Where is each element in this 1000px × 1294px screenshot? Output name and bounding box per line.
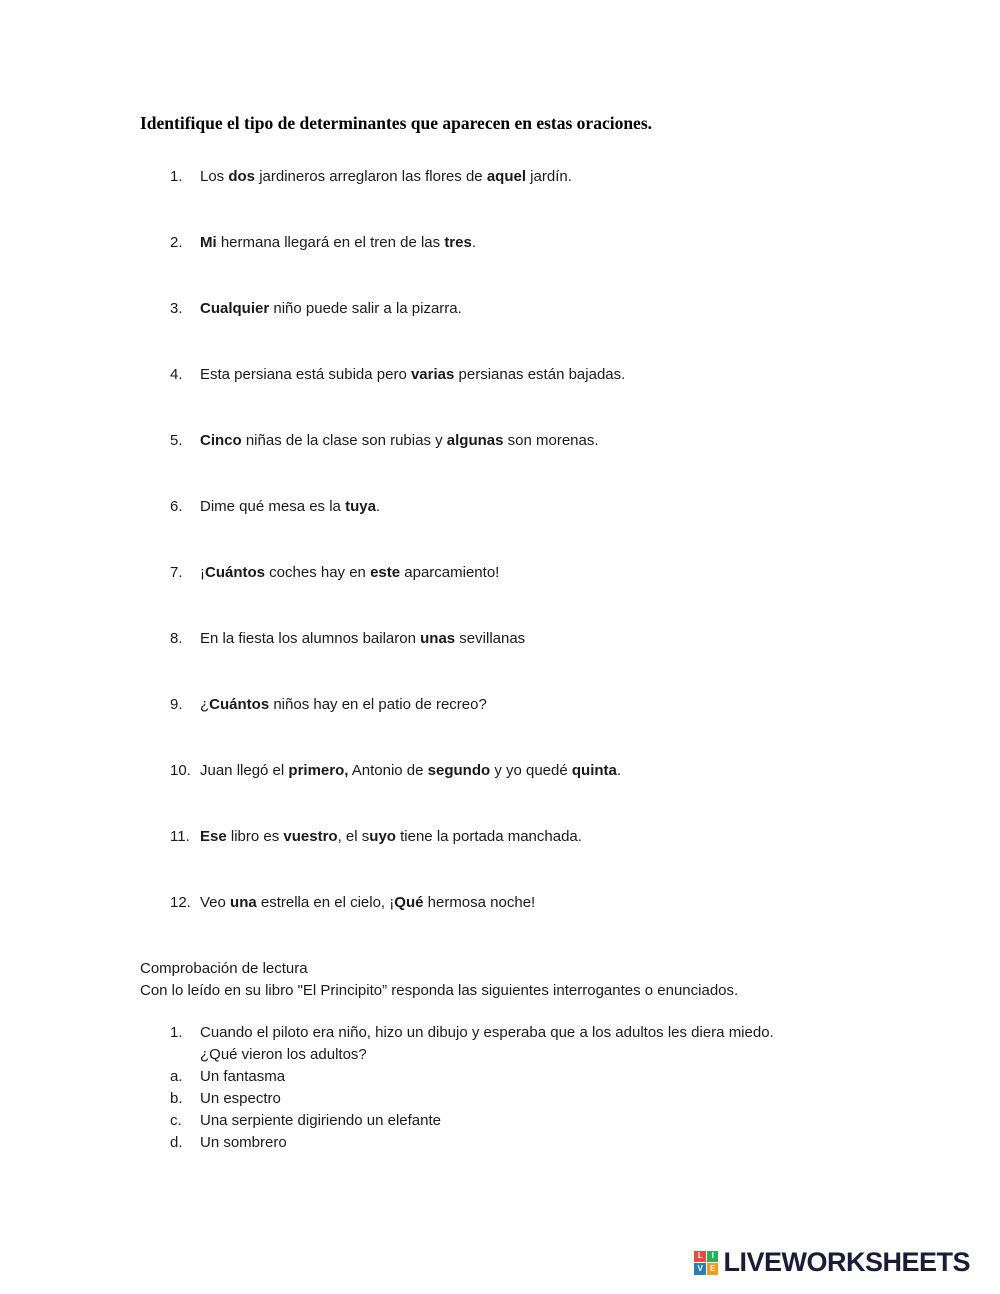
option-letter: c. bbox=[170, 1112, 182, 1129]
exercise-sentence bbox=[170, 892, 940, 913]
sentence-text: Mi hermana llegará en el tren de las tres. bbox=[200, 234, 477, 251]
sentence-text: Veo una estrella en el cielo, ¡Qué hermosa noche! bbox=[200, 894, 536, 911]
logo-letter-cell: E bbox=[707, 1263, 719, 1275]
item-number: 2. bbox=[170, 234, 183, 251]
exercise-sentence bbox=[170, 628, 940, 649]
sentence-text: ¡Cuántos coches hay en este aparcamiento! bbox=[200, 564, 500, 581]
item-number: 11. bbox=[170, 828, 190, 845]
footer-brand bbox=[694, 1247, 970, 1278]
item-number: 6. bbox=[170, 498, 183, 515]
answer-option bbox=[170, 1110, 940, 1132]
option-text: Un fantasma bbox=[200, 1068, 286, 1085]
sentence-text: Cualquier niño puede salir a la pizarra. bbox=[200, 300, 462, 317]
item-number: 7. bbox=[170, 564, 183, 581]
item-number: 9. bbox=[170, 696, 183, 713]
question-number: 1. bbox=[170, 1024, 183, 1041]
reading-question bbox=[170, 1022, 940, 1066]
exercise-sentence bbox=[170, 760, 940, 781]
exercise-sentence bbox=[170, 232, 940, 253]
reading-heading: Comprobación de lectura bbox=[140, 960, 308, 977]
sentence-text: Dime qué mesa es la tuya. bbox=[200, 498, 381, 515]
exercise-sentence bbox=[170, 298, 940, 319]
sentence-text: Los dos jardineros arreglaron las flores de aquel jardín. bbox=[200, 168, 572, 185]
sentence-text: Cinco niñas de la clase son rubias y algunas son morenas. bbox=[200, 432, 599, 449]
option-text: Una serpiente digiriendo un elefante bbox=[200, 1112, 442, 1129]
logo-letter-cell: L bbox=[694, 1251, 706, 1263]
logo-letter-cell: V bbox=[694, 1263, 706, 1275]
item-number: 4. bbox=[170, 366, 183, 383]
option-letter: d. bbox=[170, 1134, 183, 1151]
exercise-sentence bbox=[170, 562, 940, 583]
answer-option bbox=[170, 1132, 940, 1154]
determinantes-list bbox=[170, 166, 940, 913]
sentence-text: En la fiesta los alumnos bailaron unas sevillanas bbox=[200, 630, 526, 647]
reading-options bbox=[170, 1066, 940, 1154]
exercise-sentence bbox=[170, 364, 940, 385]
sentence-text: Ese libro es vuestro, el suyo tiene la portada manchada. bbox=[200, 828, 582, 845]
question-text: Cuando el piloto era niño, hizo un dibujo y esperaba que a los adultos les diera miedo. ¿Qué vieron los adultos? bbox=[200, 1024, 774, 1063]
sentence-text: Juan llegó el primero, Antonio de segundo y yo quedé quinta. bbox=[200, 762, 622, 779]
exercise-sentence bbox=[170, 496, 940, 517]
brand-name: LIVEWORKSHEETS bbox=[723, 1247, 970, 1277]
item-number: 12. bbox=[170, 894, 191, 911]
logo-letter-cell: I bbox=[707, 1251, 719, 1263]
reading-intro: Con lo leído en su libro "El Principito” responda las siguientes interrogantes o enunciados. bbox=[140, 982, 739, 999]
question-item bbox=[170, 1022, 940, 1066]
option-text: Un espectro bbox=[200, 1090, 281, 1107]
sentence-text: Esta persiana está subida pero varias persianas están bajadas. bbox=[200, 366, 626, 383]
option-letter: b. bbox=[170, 1090, 183, 1107]
exercise-sentence bbox=[170, 430, 940, 451]
item-number: 3. bbox=[170, 300, 183, 317]
sentence-text: ¿Cuántos niños hay en el patio de recreo? bbox=[200, 696, 487, 713]
page-title: Identifique el tipo de determinantes que aparecen en estas oraciones. bbox=[140, 113, 653, 133]
item-number: 10. bbox=[170, 762, 191, 779]
option-letter: a. bbox=[170, 1068, 183, 1085]
exercise-sentence bbox=[170, 826, 940, 847]
exercise-sentence bbox=[170, 166, 940, 187]
liveworksheets-logo-icon bbox=[694, 1251, 718, 1275]
answer-option bbox=[170, 1088, 940, 1110]
item-number: 8. bbox=[170, 630, 183, 647]
reading-section bbox=[140, 958, 940, 1154]
exercise-sentence bbox=[170, 694, 940, 715]
item-number: 5. bbox=[170, 432, 183, 449]
answer-option bbox=[170, 1066, 940, 1088]
option-text: Un sombrero bbox=[200, 1134, 287, 1151]
item-number: 1. bbox=[170, 168, 183, 185]
